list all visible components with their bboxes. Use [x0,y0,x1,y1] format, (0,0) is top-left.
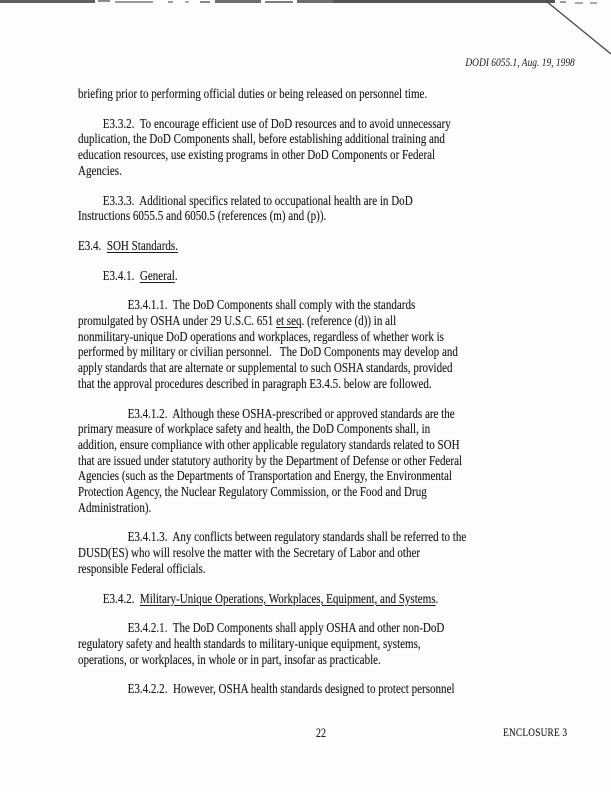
paragraph [78,116,590,179]
text-line: Agencies (such as the Departments of Transportation and Energy, the Environmental [78,468,452,484]
heading-suffix: . [174,267,178,283]
heading-number: E3.4.2. [102,590,140,606]
document-body [78,86,590,697]
heading-title: Military-Unique Operations, Workplaces, Equipment, and Systems [139,590,436,606]
paragraph [78,529,590,576]
text-line: E3.4.2.1. The DoD Components shall apply OSHA and other non-DoD [127,620,445,636]
text-line: Instructions 6055.5 and 6050.5 (references (m) and (p)). [78,208,327,224]
paragraph [78,681,590,697]
section-heading [78,591,590,607]
paragraph [78,406,590,516]
enclosure-label: ENCLOSURE 3 [502,727,567,739]
text-segment: promulgated by OSHA under 29 U.S.C. 651 [78,313,277,329]
paragraph [78,193,590,224]
section-heading [78,268,590,284]
text-line [78,313,590,329]
heading-number: E3.4. [78,237,107,253]
text-line: duplication, the DoD Components shall, before establishing additional training and [78,131,445,147]
header-doc-reference: DODI 6055.1, Aug. 19, 1998 [465,55,575,69]
heading-suffix: . [435,590,439,606]
page-number: 22 [316,726,326,740]
text-line: addition, ensure compliance with other applicable regulatory standards related to SOH [78,436,460,452]
paragraph [78,86,590,102]
text-line: E3.3.2. To encourage efficient use of DoD resources and to avoid unnecessary [102,115,451,131]
text-line: E3.4.1.2. Although these OSHA-prescribed or approved standards are the [127,405,455,421]
text-line: primary measure of workplace safety and health, the DoD Components shall, in [78,421,431,437]
text-line: E3.4.1.3. Any conflicts between regulatory standards shall be referred to the [127,529,467,545]
text-line: Agencies. [78,162,122,178]
text-segment: . (reference (d)) in all [301,313,397,329]
heading-title: General [139,267,175,283]
text-line: Protection Agency, the Nuclear Regulatory Commission, or the Food and Drug [78,484,427,500]
paragraph [78,297,590,391]
text-line: Administration). [78,499,152,515]
text-line: that are issued under statutory authority by the Department of Defense or other Federal [78,452,463,468]
text-line: E3.4.1.1. The DoD Components shall comply with the standards [127,297,416,313]
text-line: that the approval procedures described in paragraph E3.4.5. below are followed. [78,375,432,391]
text-line: briefing prior to performing official duties or being released on personnel time. [78,86,428,101]
heading-number: E3.4.1. [102,267,140,283]
text-line: regulatory safety and health standards to military-unique equipment, systems, [78,635,421,651]
text-line: education resources, use existing programs in other DoD Components or Federal [78,147,436,163]
text-line: apply standards that are alternate or supplemental to such OSHA standards, provided [78,360,453,376]
text-line: operations, or workplaces, in whole or in part, insofar as practicable. [78,651,381,667]
paragraph [78,620,590,667]
section-heading [78,238,590,254]
underlined-phrase: et seq [276,313,302,329]
text-line: E3.4.2.2. However, OSHA health standards designed to protect personnel [127,681,455,697]
text-line: nonmilitary-unique DoD operations and workplaces, regardless of whether work is [78,328,444,344]
text-line: performed by military or civilian personnel. The DoD Components may develop and [78,344,458,360]
text-line: E3.3.3. Additional specifics related to occupational health are in DoD [102,192,413,208]
text-line: responsible Federal officials. [78,560,206,576]
heading-title: SOH Standards. [106,237,178,253]
text-line: DUSD(ES) who will resolve the matter with the Secretary of Labor and other [78,545,421,561]
